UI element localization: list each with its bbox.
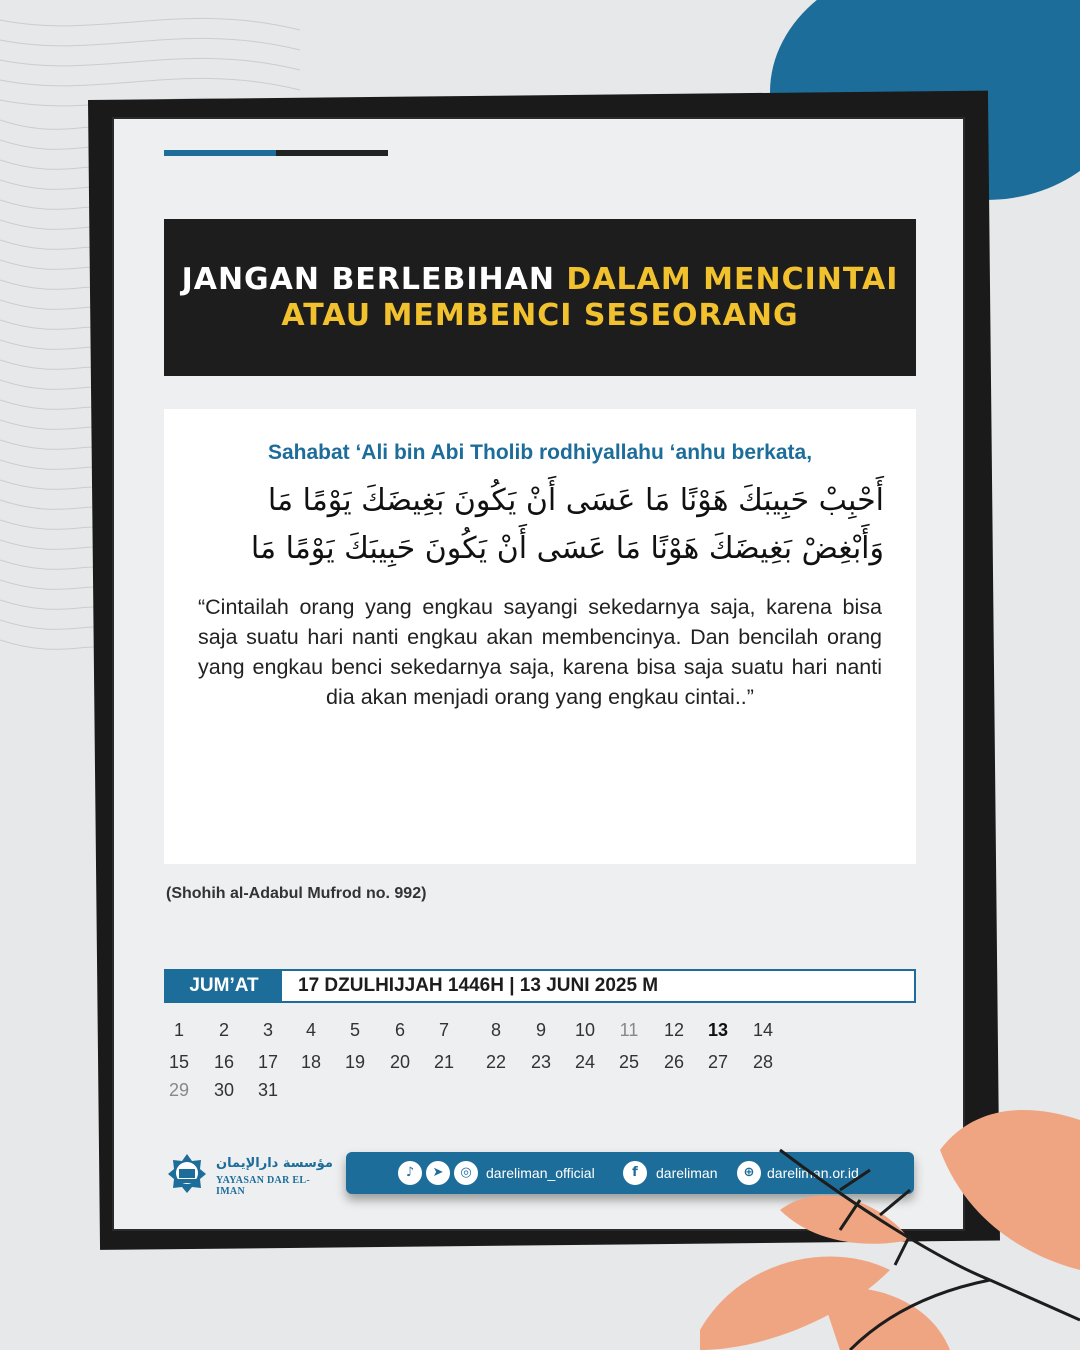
calendar-day: 17 [257,1052,279,1072]
title-yellow-text: DALAM MENCINTAI [566,261,899,297]
calendar-day: 25 [618,1052,640,1072]
calendar-day: 28 [752,1052,774,1072]
calendar-day: 27 [707,1052,729,1072]
calendar-day: 24 [574,1052,596,1072]
calendar-day: 23 [530,1052,552,1072]
facebook-handle[interactable]: dareliman [656,1165,718,1181]
social-handle[interactable]: dareliman_official [486,1165,595,1181]
logo-emblem-icon [166,1152,208,1194]
calendar-day: 31 [257,1080,279,1100]
title-line-1 [182,262,899,298]
yayasan-logo [166,1152,336,1196]
calendar-day: 4 [305,1020,316,1040]
calendar-day: 5 [349,1020,360,1040]
facebook-icon[interactable]: f [623,1161,647,1185]
calendar-day: 13 [707,1020,729,1040]
logo-arabic-name: مؤسسة دارالإيمان [216,1156,333,1171]
calendar-day: 20 [389,1052,411,1072]
day-label: JUM’AT [166,971,282,1001]
calendar-day: 15 [168,1052,190,1072]
calendar-day: 16 [213,1052,235,1072]
calendar-day: 6 [394,1020,405,1040]
telegram-icon[interactable]: ➤ [426,1161,450,1185]
calendar-day: 30 [213,1080,235,1100]
website-link[interactable]: dareliman.or.id [767,1165,859,1181]
calendar-day: 18 [300,1052,322,1072]
title-white-text: JANGAN BERLEBIHAN [181,261,567,297]
calendar-day: 29 [168,1080,190,1100]
calendar-day: 8 [490,1020,501,1040]
translation-text: “Cintailah orang yang engkau sayangi sekedarnya saja, karena bisa saja suatu hari nanti engkau akan membencinya. Dan bencilah orang yang engkau benci sekedarnya saja, karena bisa saja suatu hari nanti dia akan menjadi orang yang engkau cintai..” [198,595,882,709]
calendar-day: 7 [438,1020,449,1040]
quote-intro: Sahabat ‘Ali bin Abi Tholib rodhiyallahu ‘anhu berkata, [267,441,813,464]
date-bar [164,969,916,1003]
calendar-day: 19 [344,1052,366,1072]
decorative-flower [640,1090,1080,1350]
logo-name: YAYASAN DAR EL-IMAN [216,1175,310,1197]
quote-box [164,409,916,864]
title-line-2: ATAU MEMBENCI SESEORANG [281,297,799,333]
calendar-day: 12 [663,1020,685,1040]
arabic-line-2: وَأَبْغِضْ بَغِيضَكَ هَوْنًا مَا عَسَى أَنْ يَكُونَ حَبِيبَكَ يَوْمًا مَا [250,531,884,566]
calendar-day: 9 [535,1020,546,1040]
calendar-day: 14 [752,1020,774,1040]
calendar-day: 3 [262,1020,273,1040]
tiktok-icon[interactable]: ♪ [398,1161,422,1185]
calendar-day: 1 [173,1020,184,1040]
date-full: 17 DZULHIJJAH 1446H | 13 JUNI 2025 M [298,975,659,996]
instagram-icon[interactable]: ◎ [454,1161,478,1185]
title-banner [164,219,916,376]
calendar-day: 22 [485,1052,507,1072]
calendar-day: 11 [619,1020,639,1040]
arabic-text [194,477,884,573]
calendar-day: 10 [574,1020,596,1040]
calendar-day: 2 [218,1020,229,1040]
arabic-line-1: أَحْبِبْ حَبِيبَكَ هَوْنًا مَا عَسَى أَنْ يَكُونَ بَغِيضَكَ يَوْمًا مَا [267,483,884,518]
calendar-day: 21 [433,1052,455,1072]
calendar-day: 26 [663,1052,685,1072]
globe-icon[interactable]: ⊕ [737,1161,761,1185]
source-reference: (Shohih al-Adabul Mufrod no. 992) [166,885,427,902]
